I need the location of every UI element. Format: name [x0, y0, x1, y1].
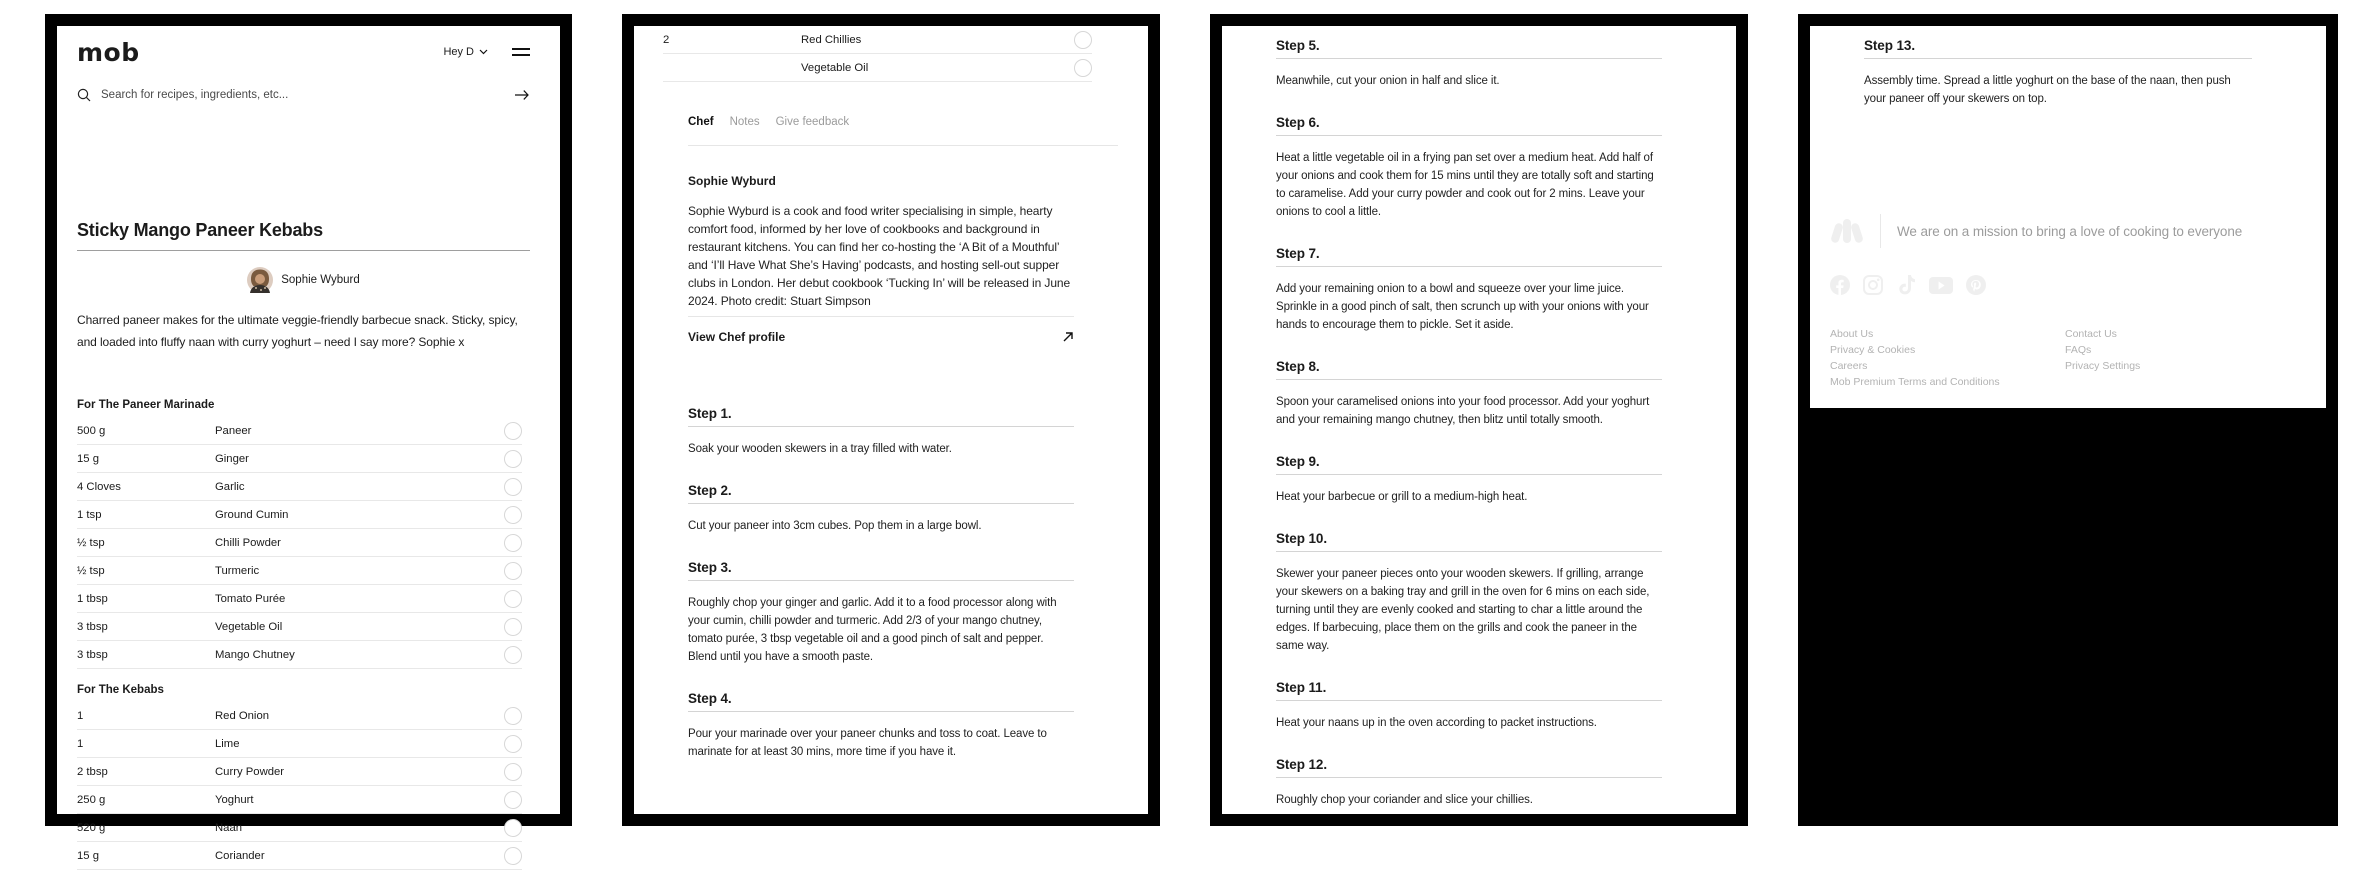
step-text: Roughly chop your ginger and garlic. Add it to a food processor along with your cumin, chilli powder and turmeric. Add 2/3 of your mango chutney, tomato purée, 3 tbsp vegetable oil and a good pinch of salt and pepper. Blend until you have a smooth paste. [688, 597, 1057, 663]
search-icon [77, 88, 91, 102]
step-label: Step 1. [688, 406, 1074, 427]
step-label: Step 11. [1276, 680, 1662, 701]
footer-link-faqs[interactable]: FAQs [2065, 344, 2092, 356]
ingredient-row: ½ tsp Chilli Powder [77, 529, 522, 557]
account-menu[interactable] [443, 46, 488, 58]
arrow-up-right-icon [1062, 331, 1074, 343]
screenshot-panel-1 [45, 14, 572, 862]
ingredient-list [77, 702, 522, 870]
chef-name: Sophie Wyburd [688, 174, 776, 188]
ingredient-row: Vegetable Oil [663, 54, 1092, 82]
search-bar[interactable] [77, 88, 530, 102]
step-text: Heat a little vegetable oil in a frying pan set over a medium heat. Add half of your onions and cook them for 15 mins until they are totally soft and starting to caramelise. Add your curry powder and cook out for 2 mins. Leave your onions to cool a little. [1276, 152, 1654, 218]
ingredient-row: 3 tbsp Mango Chutney [77, 641, 522, 669]
screenshot-panel-2 [622, 14, 1160, 826]
ingredient-checkbox[interactable] [1074, 31, 1092, 49]
tab-chef[interactable]: Chef [688, 116, 714, 128]
tiktok-icon[interactable] [1896, 274, 1916, 296]
tab-notes[interactable]: Notes [729, 116, 760, 128]
divider [688, 316, 1074, 317]
tab-give-feedback[interactable]: Give feedback [775, 116, 850, 128]
step-text: Roughly chop your coriander and slice your chillies. [1276, 794, 1533, 806]
ingredient-checkbox[interactable] [504, 534, 522, 552]
footer-links-column-1 [1830, 326, 2065, 390]
step [688, 691, 1074, 761]
social-icons-row [1830, 274, 2296, 296]
ingredient-row: 250 g Yoghurt [77, 786, 522, 814]
step [1276, 531, 1662, 655]
ingredient-checkbox[interactable] [504, 506, 522, 524]
step-text: Spoon your caramelised onions into your food processor. Add your yoghurt and your remaining mango chutney, then blitz until totally smooth. [1276, 396, 1650, 426]
tab-bar [688, 116, 1118, 146]
ingredient-checkbox[interactable] [504, 847, 522, 865]
step [1276, 246, 1662, 334]
step-text: Heat your naans up in the oven according to packet instructions. [1276, 717, 1597, 729]
step-text: Cut your paneer into 3cm cubes. Pop them in a large bowl. [688, 520, 982, 532]
method-steps [1864, 38, 2252, 108]
webpage-scrolled-3 [1810, 26, 2326, 408]
step [1276, 757, 1662, 809]
ingredient-row: 1 Lime [77, 730, 522, 758]
greeting-label: Hey D [443, 46, 474, 58]
step-text: Meanwhile, cut your onion in half and slice it. [1276, 75, 1500, 87]
step-label: Step 2. [688, 483, 1074, 504]
title-divider [77, 250, 530, 251]
step [1276, 454, 1662, 506]
step [1276, 115, 1662, 221]
footer-brand-row [1830, 214, 2296, 248]
ingredient-checkbox[interactable] [504, 618, 522, 636]
search-input[interactable]: Search for recipes, ingredients, etc... [101, 89, 289, 101]
pinterest-icon[interactable] [1966, 275, 1986, 295]
ingredient-row: 1 Red Onion [77, 702, 522, 730]
step-label: Step 3. [688, 560, 1074, 581]
ingredient-checkbox[interactable] [1074, 59, 1092, 77]
webpage-scrolled-1 [634, 26, 1148, 814]
step-text: Soak your wooden skewers in a tray filled with water. [688, 443, 952, 455]
step-label: Step 4. [688, 691, 1074, 712]
footer-link-privacy-settings[interactable]: Privacy Settings [2065, 360, 2141, 372]
footer-links-column-2 [2065, 326, 2140, 390]
step-label: Step 7. [1276, 246, 1662, 267]
step-label: Step 6. [1276, 115, 1662, 136]
ingredient-checkbox[interactable] [504, 590, 522, 608]
ingredient-list [77, 417, 522, 669]
webpage-scrolled-2 [1222, 26, 1736, 814]
divider [1880, 214, 1881, 248]
screenshot-panel-4 [1798, 14, 2338, 826]
step-label: Step 9. [1276, 454, 1662, 475]
ingredient-row: 2 Red Chillies [663, 26, 1092, 54]
webpage-top [57, 26, 560, 862]
footer-link-mob-premium-terms[interactable]: Mob Premium Terms and Conditions [1830, 376, 2000, 388]
ingredient-row: 1 tbsp Tomato Purée [77, 585, 522, 613]
footer-link-privacy-cookies[interactable]: Privacy & Cookies [1830, 344, 1916, 356]
step [1276, 680, 1662, 732]
recipe-description: Charred paneer makes for the ultimate veggie-friendly barbecue snack. Sticky, spicy, and loaded into fluffy naan with curry yoghurt – need I say more? Sophie x [77, 313, 518, 349]
step-label: Step 10. [1276, 531, 1662, 552]
step-label: Step 5. [1276, 38, 1662, 59]
ingredient-checkbox[interactable] [504, 791, 522, 809]
footer-link-contact-us[interactable]: Contact Us [2065, 328, 2117, 340]
view-chef-profile-link[interactable]: View Chef profile [688, 330, 1074, 344]
footer-link-about-us[interactable]: About Us [1830, 328, 1874, 340]
step [1276, 359, 1662, 429]
ingredient-row: 3 tbsp Vegetable Oil [77, 613, 522, 641]
avatar [247, 267, 273, 293]
step-label: Step 12. [1276, 757, 1662, 778]
step-label: Step 13. [1864, 38, 2252, 59]
step [1864, 38, 2252, 108]
method-steps [1276, 38, 1662, 809]
ingredient-row: 4 Cloves Garlic [77, 473, 522, 501]
ingredient-row: 520 g Naan [77, 814, 522, 842]
ingredient-checkbox[interactable] [504, 478, 522, 496]
ingredient-checkbox[interactable] [504, 763, 522, 781]
ingredient-group-title: For The Kebabs [77, 684, 164, 696]
ingredient-row: 2 tbsp Curry Powder [77, 758, 522, 786]
youtube-icon[interactable] [1929, 277, 1953, 294]
step [1276, 38, 1662, 90]
footer-links [1830, 326, 2296, 390]
chef-bio: Sophie Wyburd is a cook and food writer specialising in simple, hearty comfort food, informed by her love of cookbooks and background in restaurant kitchens. You can find her co-hosting the ‘A Bit of a Mouthful’ and ‘I’ll Have What She’s Having’ podcasts, and hosting sell-out supper clubs in London. Her debut cookbook ‘Tucking In’ will be released in June 2024. Photo credit: Stuart Simpson [688, 204, 1071, 308]
ingredient-checkbox[interactable] [504, 819, 522, 837]
ingredient-checkbox[interactable] [504, 450, 522, 468]
mob-logo[interactable]: mob [77, 37, 140, 67]
step-label: Step 8. [1276, 359, 1662, 380]
screenshot-panel-3 [1210, 14, 1748, 826]
instagram-icon[interactable] [1863, 275, 1883, 295]
author-name: Sophie Wyburd [281, 274, 360, 286]
ingredient-list [663, 26, 1092, 82]
step-text: Pour your marinade over your paneer chunks and toss to coat. Leave to marinate for at least 30 mins, more time if you have it. [688, 728, 1047, 758]
ingredient-checkbox[interactable] [504, 735, 522, 753]
footer-mission-text: We are on a mission to bring a love of cooking to everyone [1897, 223, 2243, 239]
site-footer [1830, 214, 2296, 390]
ingredient-row: 500 g Paneer [77, 417, 522, 445]
ingredient-checkbox[interactable] [504, 646, 522, 664]
step-text: Heat your barbecue or grill to a medium-high heat. [1276, 491, 1528, 503]
ingredient-row: 15 g Coriander [77, 842, 522, 870]
search-submit-button[interactable] [514, 89, 530, 101]
step [688, 560, 1074, 666]
chevron-down-icon [479, 49, 488, 55]
ingredient-row: 1 tsp Ground Cumin [77, 501, 522, 529]
step-text: Add your remaining onion to a bowl and squeeze over your lime juice. Sprinkle in a good pinch of salt, then scrunch up with your onions with your hands to encourage them to pickle. Set it aside. [1276, 283, 1649, 331]
ingredient-group-title: For The Paneer Marinade [77, 399, 215, 411]
facebook-icon[interactable] [1830, 275, 1850, 295]
mob-symbol-logo [1830, 216, 1864, 246]
step [688, 483, 1074, 535]
footer-link-careers[interactable]: Careers [1830, 360, 1868, 372]
ingredient-checkbox[interactable] [504, 562, 522, 580]
ingredient-row: 15 g Ginger [77, 445, 522, 473]
ingredient-row: ½ tsp Turmeric [77, 557, 522, 585]
method-steps [688, 406, 1074, 761]
author-row[interactable] [77, 267, 530, 293]
menu-icon[interactable] [512, 48, 530, 56]
ingredient-checkbox[interactable] [504, 707, 522, 725]
site-header [77, 38, 530, 66]
step [688, 406, 1074, 458]
ingredient-checkbox[interactable] [504, 422, 522, 440]
page-title: Sticky Mango Paneer Kebabs [77, 220, 323, 240]
step-text: Skewer your paneer pieces onto your wooden skewers. If grilling, arrange your skewers on a baking tray and grill in the oven for 6 mins on each side, turning until they are evenly cooked and starting to char a little around the edges. If barbecuing, place them on the grills and cook the paneer in the same way. [1276, 568, 1650, 652]
arrow-right-icon [514, 89, 530, 101]
step-text: Assembly time. Spread a little yoghurt on the base of the naan, then push your paneer off your skewers on top. [1864, 75, 2231, 105]
